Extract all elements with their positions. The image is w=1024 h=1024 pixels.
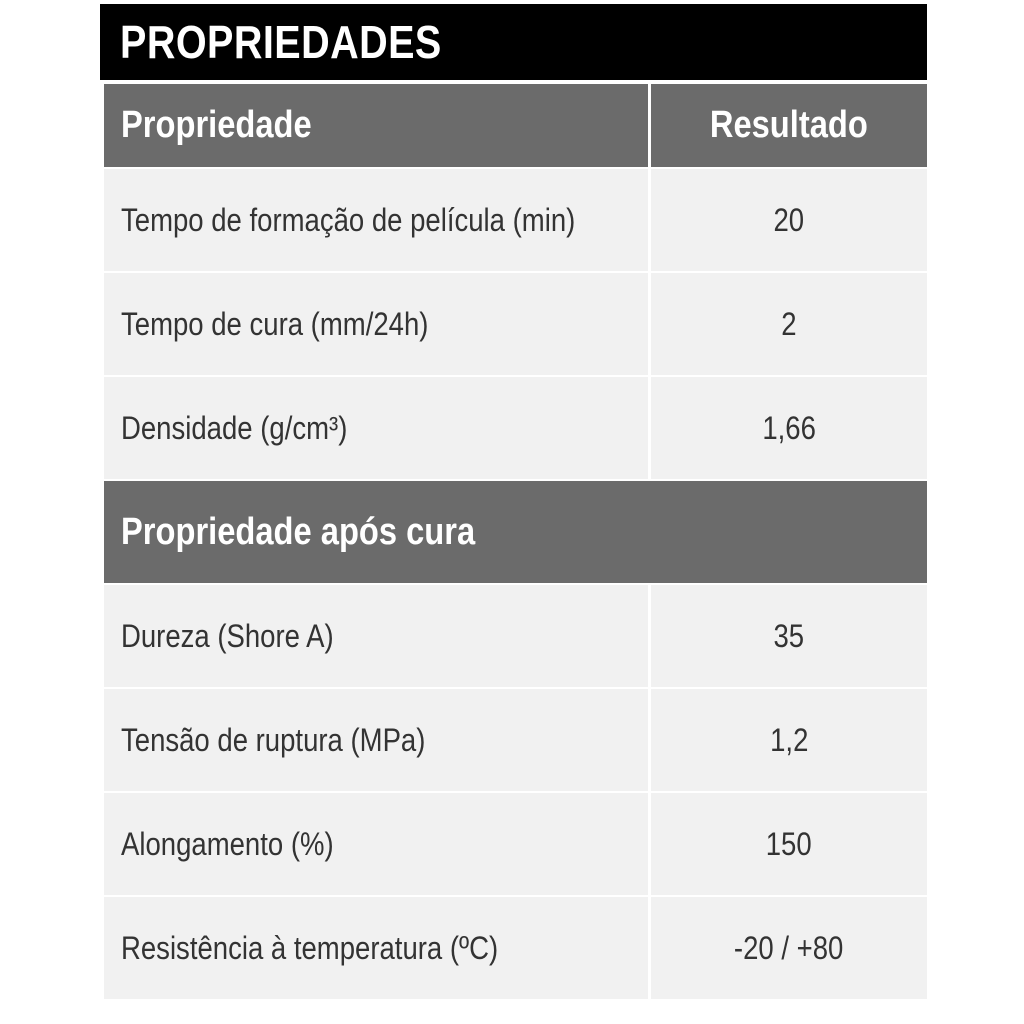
result-cell xyxy=(651,689,927,791)
result-cell xyxy=(651,897,927,999)
result-cell xyxy=(651,273,927,375)
result-value: 20 xyxy=(773,201,805,238)
property-cell xyxy=(104,377,651,479)
table-row xyxy=(104,793,927,897)
header-result-label: Resultado xyxy=(709,104,868,146)
result-cell xyxy=(651,585,927,687)
table-row xyxy=(104,585,927,689)
title-bar xyxy=(100,4,927,80)
property-label: Resistência à temperatura (ºC) xyxy=(121,929,499,966)
result-value: 2 xyxy=(781,305,797,342)
section-header-after-cure xyxy=(104,481,927,585)
table-row xyxy=(104,169,927,273)
table-row xyxy=(104,689,927,793)
result-value: 35 xyxy=(773,617,805,654)
property-label: Dureza (Shore A) xyxy=(121,617,334,654)
result-value: 150 xyxy=(766,825,812,862)
property-cell xyxy=(104,585,651,687)
property-label: Tempo de formação de película (min) xyxy=(121,201,576,238)
result-cell xyxy=(651,377,927,479)
header-property-label: Propriedade xyxy=(121,104,312,146)
property-label: Tempo de cura (mm/24h) xyxy=(121,305,429,342)
table-row xyxy=(104,377,927,481)
property-label: Densidade (g/cm³) xyxy=(121,409,348,446)
property-cell xyxy=(104,897,651,999)
property-cell xyxy=(104,793,651,895)
properties-table xyxy=(100,84,927,1001)
property-label: Alongamento (%) xyxy=(121,825,334,862)
property-cell xyxy=(104,689,651,791)
property-label: Tensão de ruptura (MPa) xyxy=(121,721,426,758)
properties-sheet xyxy=(100,4,927,1001)
result-value: -20 / +80 xyxy=(734,929,844,966)
result-value: 1,2 xyxy=(769,721,809,758)
result-cell xyxy=(651,169,927,271)
table-row xyxy=(104,273,927,377)
section-label: Propriedade após cura xyxy=(121,510,476,553)
table-header xyxy=(104,84,927,169)
page-title: PROPRIEDADES xyxy=(120,16,442,68)
section-label-cell xyxy=(104,481,927,583)
result-cell xyxy=(651,793,927,895)
header-property-cell xyxy=(104,84,651,167)
property-cell xyxy=(104,273,651,375)
header-result-cell xyxy=(651,84,927,167)
result-value: 1,66 xyxy=(762,409,816,446)
property-cell xyxy=(104,169,651,271)
table-row xyxy=(104,897,927,1001)
